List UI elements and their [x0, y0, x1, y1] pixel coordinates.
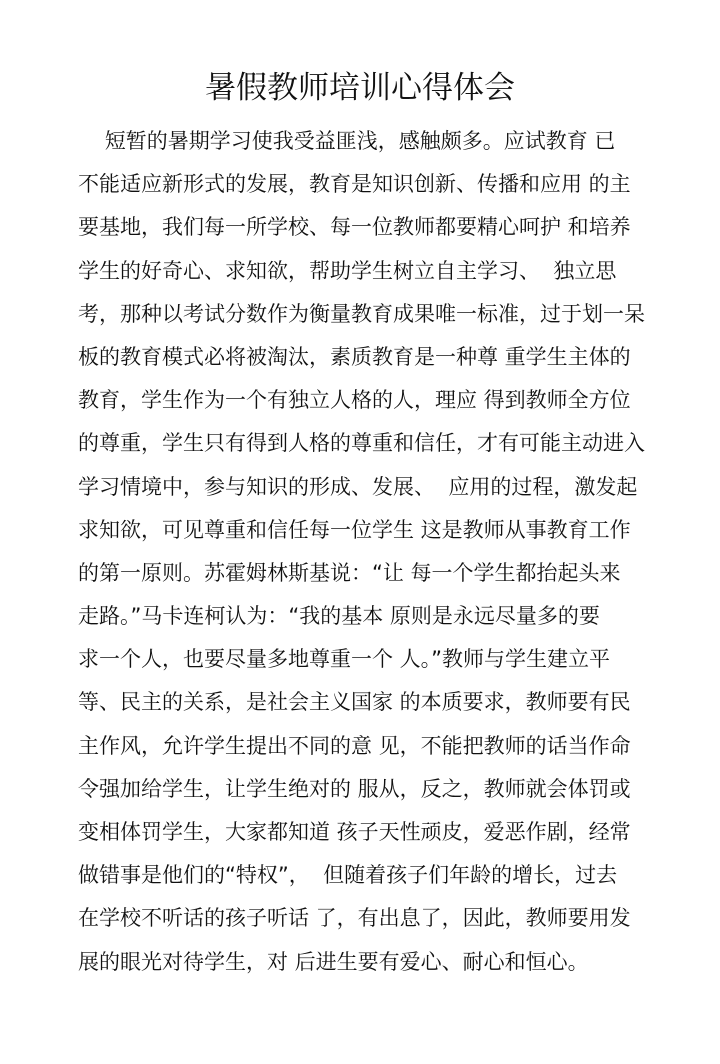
body-line: 考，那种以考试分数作为衡量教育成果唯一标准，过于划一呆 [78, 301, 645, 326]
body-line: 求一个人，也要尽量多地尊重一个 人。”教师与学生建立平 [78, 647, 611, 672]
document-body [78, 120, 658, 984]
body-line: 的第一原则。苏霍姆林斯基说：“让 每一个学生都抬起头来 [78, 560, 621, 585]
body-line: 变相体罚学生，大家都知道 孩子天性顽皮，爱恶作剧，经常 [78, 820, 631, 844]
body-line: 学生的好奇心、求知欲，帮助学生树立自主学习、 独立思 [78, 258, 617, 283]
body-line: 板的教育模式必将被淘汰，素质教育是一种尊 重学生主体的 [78, 344, 631, 369]
body-line: 短暂的暑期学习使我受益匪浅，感触颇多。应试教育 已 [78, 129, 616, 153]
body-line: 求知欲，可见尊重和信任每一位学生 这是教师从事教育工作 [78, 517, 631, 542]
body-line: 等、民主的关系，是社会主义国家 的本质要求，教师要有民 [78, 690, 631, 715]
body-line: 的尊重，学生只有得到人格的尊重和信任，才有可能主动进入 [78, 431, 645, 456]
body-line: 主作风，允许学生提出不同的意 见，不能把教师的话当作命 [78, 733, 631, 758]
document-title: 暑假教师培训心得体会 [205, 70, 515, 106]
body-line: 要基地，我们每一所学校、每一位教师都要精心呵护 和培养 [78, 215, 631, 240]
body-line: 令强加给学生，让学生绝对的 服从，反之，教师就会体罚或 [78, 776, 631, 801]
body-line: 不能适应新形式的发展，教育是知识创新、传播和应用 的主 [78, 172, 631, 197]
body-line: 做错事是他们的“特权”， 但随着孩子们年龄的增长，过去 [78, 863, 618, 888]
body-line: 展的眼光对待学生，对 后进生要有爱心、耐心和恒心。 [78, 949, 589, 974]
body-line: 学习情境中，参与知识的形成、发展、 应用的过程，激发起 [78, 474, 638, 499]
body-line: 教育，学生作为一个有独立人格的人，理应 得到教师全方位 [78, 388, 631, 413]
body-line: 走路。”马卡连柯认为：“我的基本 原则是永远尽量多的要 [78, 604, 600, 629]
body-line: 在学校不听话的孩子听话 了，有出息了，因此，教师要用发 [78, 906, 631, 931]
